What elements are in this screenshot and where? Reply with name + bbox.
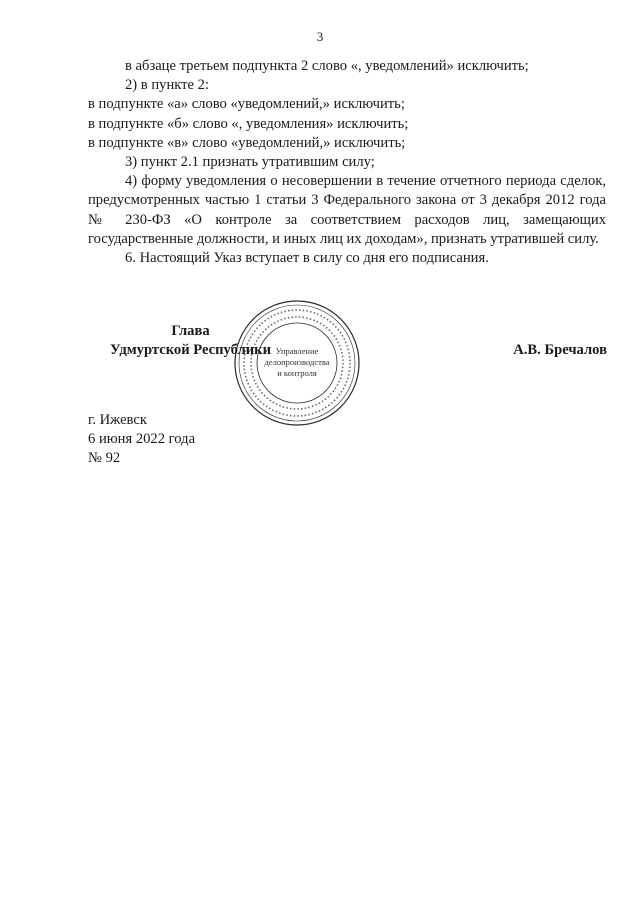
paragraph: в подпункте «б» слово «, уведомления» исключить; [88, 115, 409, 132]
paragraph: 2) в пункте 2: [125, 77, 210, 94]
paragraph: 4) форму уведомления о несовершении в течение отчетного периода сделок, предусмотренных частью 1 статьи 3 Федерального закона от 3 декабря 2012 года № 230-ФЗ «О контроле за соответствием расходов лиц, замещающих государственные должности, и иных лиц их доходам», признать утратившей силу. [88, 173, 606, 247]
stamp-center-line2: делопроизводства [264, 357, 330, 367]
paragraph: 3) пункт 2.1 признать утратившим силу; [125, 154, 375, 171]
signatory-title-line2: Удмуртской Республики [110, 342, 271, 358]
paragraph: 6. Настоящий Указ вступает в силу со дня его подписания. [125, 250, 489, 267]
paragraph: в абзаце третьем подпункта 2 слово «, уведомлений» исключить; [125, 58, 529, 74]
place: г. Ижевск [88, 412, 147, 428]
place-date-block [88, 411, 195, 468]
date: 6 июня 2022 года [88, 431, 196, 447]
signatory-name: А.В. Бречалов [513, 342, 607, 358]
stamp-center-line3: и контроля [277, 368, 317, 378]
page-number: 3 [316, 29, 324, 44]
decree-body [88, 57, 606, 268]
signatory-title [88, 322, 293, 360]
stamp-center-line1: Управление [275, 346, 319, 356]
signatory-title-line1: Глава [171, 323, 210, 339]
paragraph: в подпункте «в» слово «уведомлений,» исключить; [88, 134, 406, 151]
official-seal-stamp [232, 298, 362, 428]
paragraph: в подпункте «а» слово «уведомлений,» исключить; [88, 96, 405, 113]
decree-number: № 92 [88, 450, 121, 466]
